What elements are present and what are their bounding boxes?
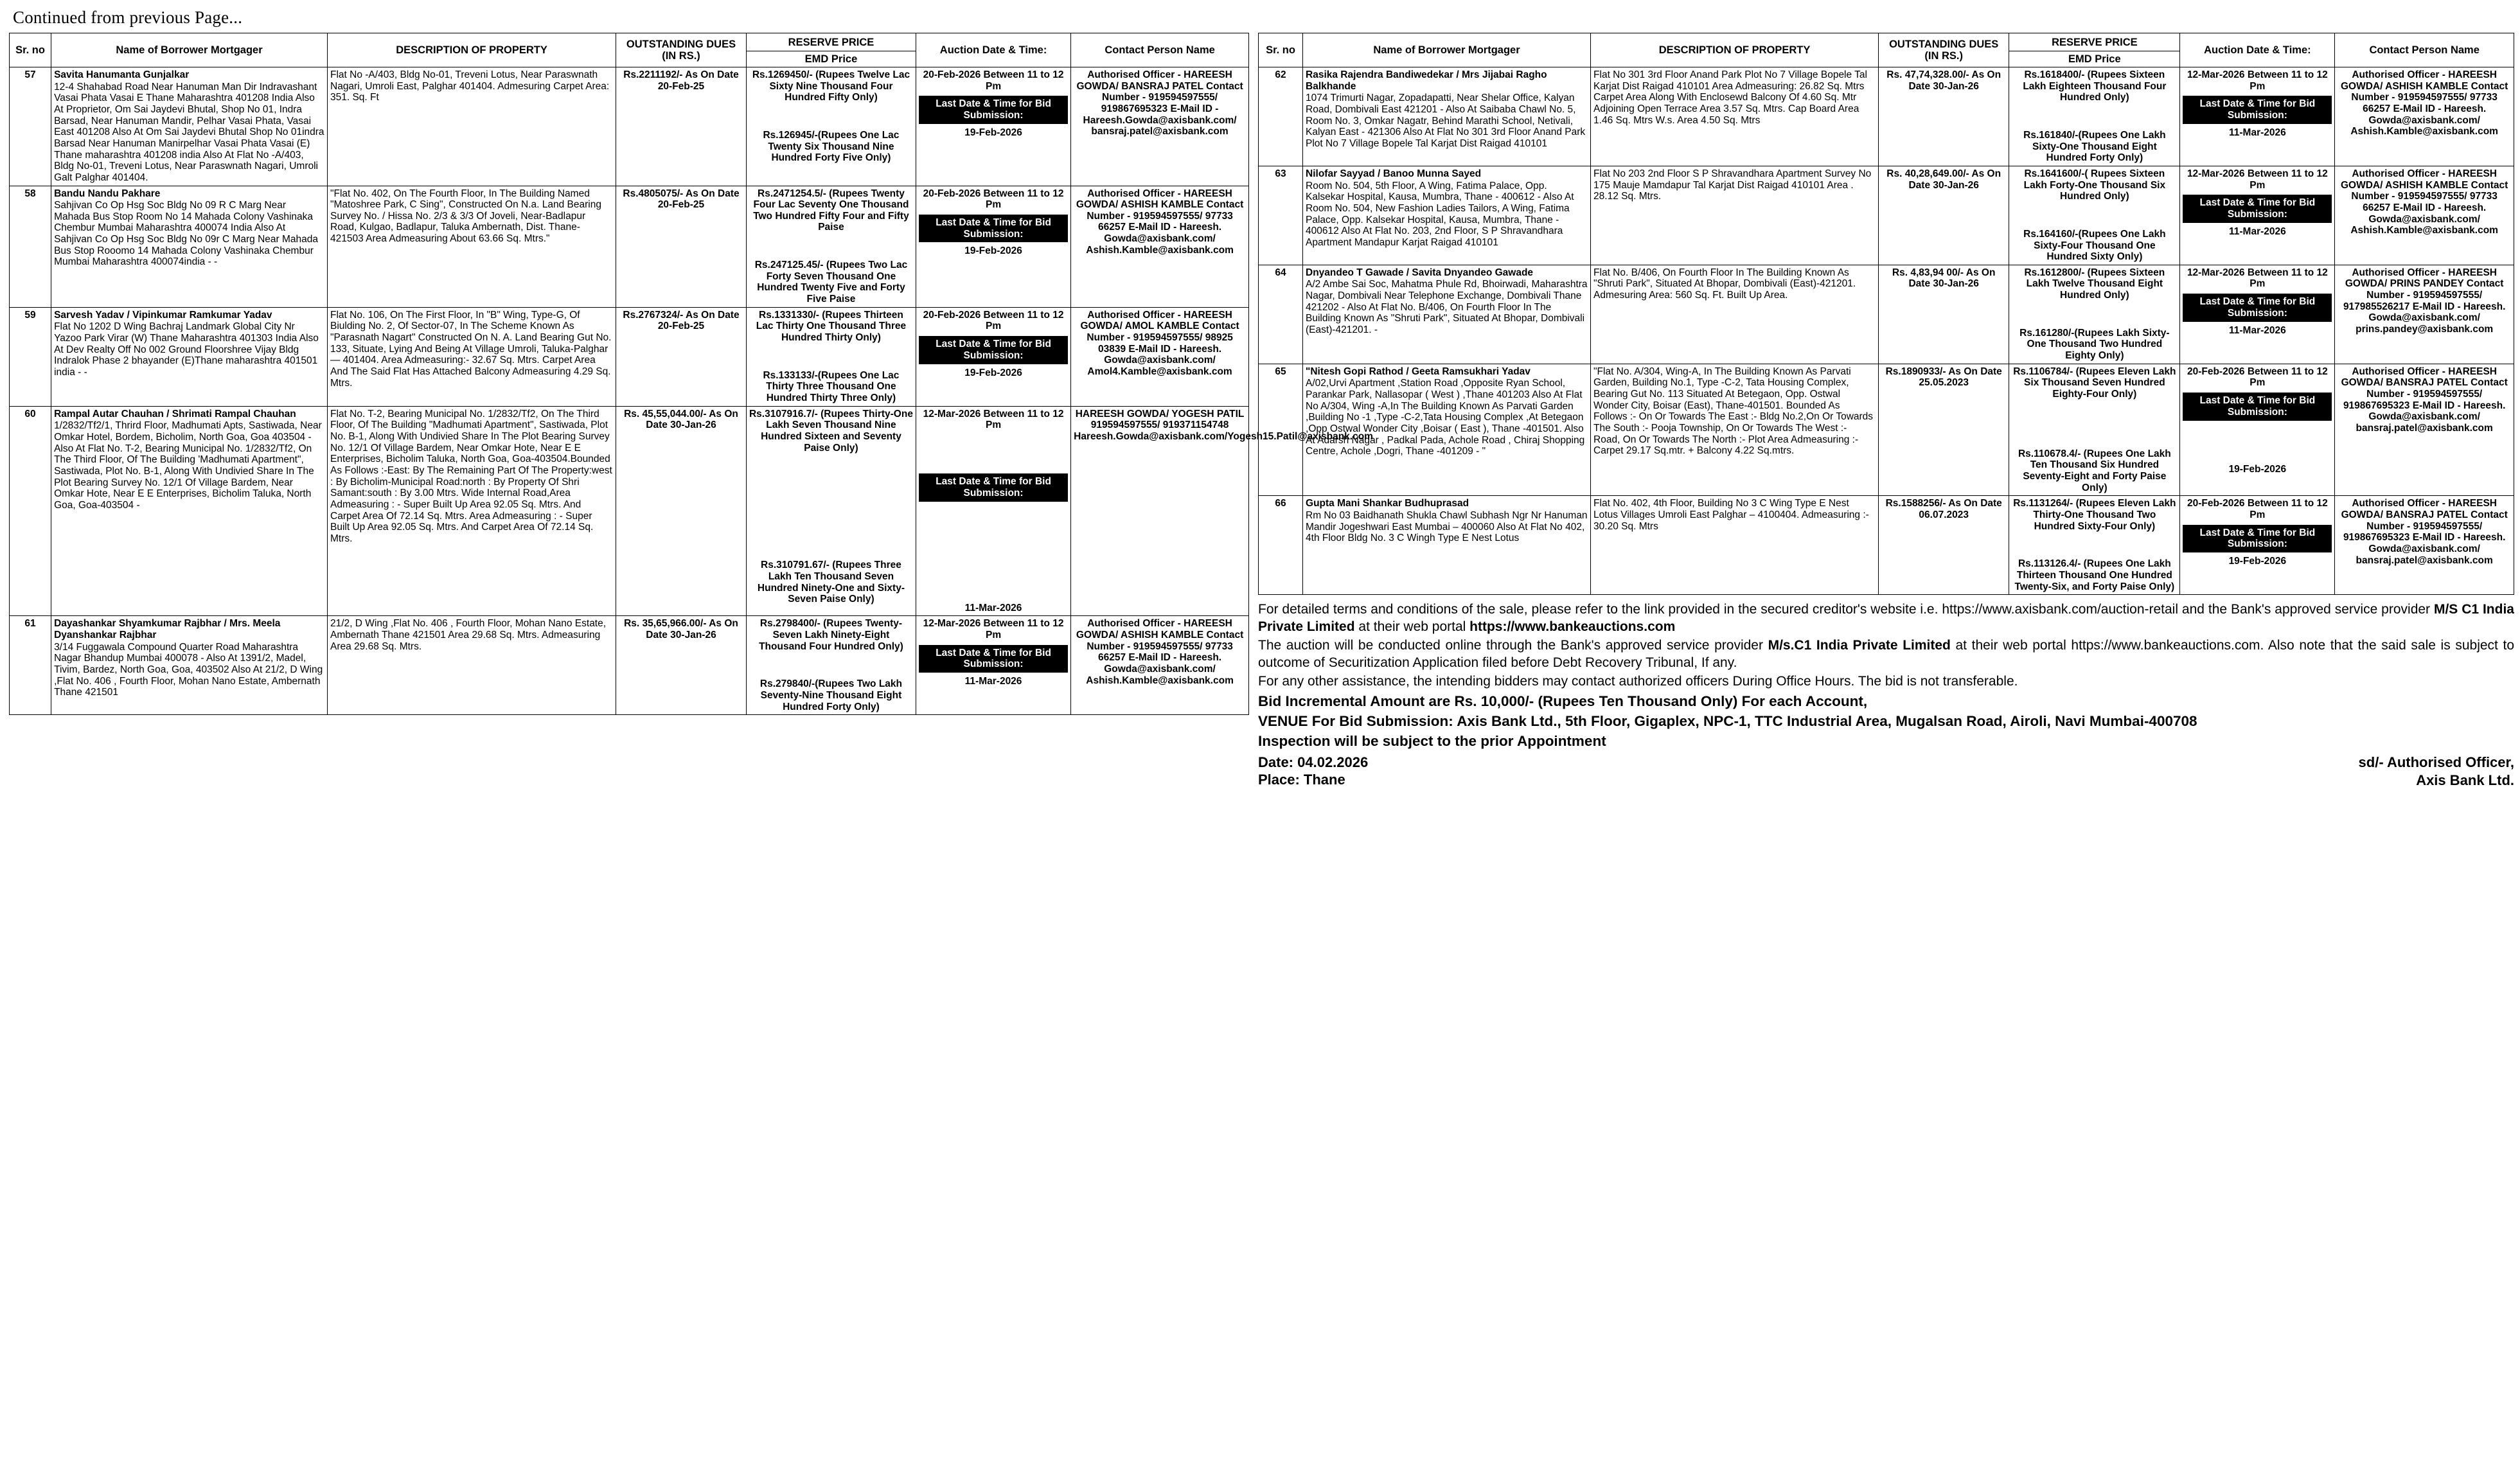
bid-submission-label: Last Date & Time for Bid Submission: bbox=[919, 96, 1068, 124]
cell-description: Flat No. 106, On The First Floor, In "B" Wing, Type-G, Of Biulding No. 2, Of Sector-07, In The Scheme Known As "Parasnath Nagart" Constructed On N. A. Land Bearing Gut No. 133, Situate, Lying And Being At Village Umroli, Taluka-Palghar — 401404. Area Admeasuring:- 32.67 Sq. Mtrs. Carpet Area And The Said Flat Has Attached Balcony Admeasuring 4.29 Sq. Mtrs. bbox=[328, 307, 616, 406]
auction-datetime: 20-Feb-2026 Between 11 to 12 Pm bbox=[2187, 366, 2328, 389]
header-srno: Sr. no bbox=[1259, 33, 1303, 67]
cell-reserve-price bbox=[746, 307, 916, 406]
cell-reserve-price bbox=[2009, 496, 2180, 595]
cell-dues: Rs. 47,74,328.00/- As On Date 30-Jan-26 bbox=[1879, 67, 2009, 166]
bid-submission-label: Last Date & Time for Bid Submission: bbox=[2183, 195, 2332, 223]
borrower-name: Sarvesh Yadav / Vipinkumar Ramkumar Yadav bbox=[54, 309, 272, 321]
terms-p1-a: For detailed terms and conditions of the sale, please refer to the link provided in the secured creditor's website i.e. https://www.axisbank.com/auction-retail and the Bank's approved service provider bbox=[1258, 602, 2434, 617]
cell-reserve-price bbox=[746, 67, 916, 186]
submission-date: 11-Mar-2026 bbox=[964, 676, 1022, 687]
cell-srno: 65 bbox=[1259, 364, 1303, 496]
cell-dues: Rs.2767324/- As On Date 20-Feb-25 bbox=[616, 307, 747, 406]
cell-contact: Authorised Officer - HAREESH GOWDA/ BANSRAJ PATEL Contact Number - 919594597555/ 919867695323 E-Mail ID - Hareesh. Gowda@axisbank.com/ bansraj.patel@axisbank.com bbox=[2335, 496, 2514, 595]
table-header-row bbox=[10, 33, 1249, 67]
auction-datetime: 12-Mar-2026 Between 11 to 12 Pm bbox=[923, 408, 1064, 431]
cell-auction-date bbox=[2180, 67, 2335, 166]
header-reserve-price-label: RESERVE PRICE bbox=[2052, 37, 2138, 48]
header-reserve-price-label: RESERVE PRICE bbox=[788, 37, 874, 48]
borrower-name: Savita Hanumanta Gunjalkar bbox=[54, 69, 190, 80]
table-row bbox=[10, 406, 1249, 616]
submission-date: 11-Mar-2026 bbox=[964, 602, 1022, 614]
bid-increment-line: Bid Incremental Amount are Rs. 10,000/- (Rupees Ten Thousand Only) For each Account, bbox=[1258, 693, 1868, 709]
reserve-price-value: Rs.1612800/- (Rupees Sixteen Lakh Twelve Thousand Eight Hundred Only) bbox=[2024, 267, 2165, 301]
header-description: DESCRIPTION OF PROPERTY bbox=[1591, 33, 1879, 67]
venue-line: VENUE For Bid Submission: Axis Bank Ltd., 5th Floor, Gigaplex, NPC-1, TTC Industrial Area, Mugalsan Road, Airoli, Navi Mumbai-400708 bbox=[1258, 712, 2197, 729]
bid-submission-label: Last Date & Time for Bid Submission: bbox=[2183, 96, 2332, 124]
cell-reserve-price bbox=[2009, 265, 2180, 364]
submission-date: 11-Mar-2026 bbox=[2228, 324, 2286, 336]
cell-srno: 59 bbox=[10, 307, 51, 406]
two-column-layout bbox=[9, 33, 2514, 790]
header-dues: OUTSTANDING DUES (IN RS.) bbox=[1879, 33, 2009, 67]
borrower-address: Flat No 1202 D Wing Bachraj Landmark Global City Nr Yazoo Park Virar (W) Thane Maharashtra 401303 India Also At Dev Realty Off No 002 Ground Floorshree Vijay Bldg Indralok Phase 2 bhayander (E)Thane maharashtra 401501 india - - bbox=[54, 321, 319, 378]
borrower-address: 12-4 Shahabad Road Near Hanuman Man Dir Indravashant Vasai Phata Vasai E Thane Maharashtra 401208 India Also At Proprietor, Om Sai Jaydevi Bhutal, Shop No 01, Indra Barsad, Near Hanuman Mandir, Pelhar Vasai Phata, Vasai East 401208 Also At Om Sai Jaydevi Bhutal Shop No 01indra Barsad Near Hanuman Manirpelhar Vasai Phata Vasai (E) Thane maharashtra 401208 india Also At Flat No -A/403, Bldg No-01, Treveni Lotus, Near Paraswnath Nagari, Umroli Galt Palghar 401404. bbox=[54, 81, 324, 183]
cell-contact: Authorised Officer - HAREESH GOWDA/ ASHISH KAMBLE Contact Number - 919594597555/ 97733 66257 E-Mail ID - Hareesh. Gowda@axisbank.com/ Ashish.Kamble@axisbank.com bbox=[1071, 186, 1249, 307]
emd-price-value: Rs.247125.45/- (Rupees Two Lac Forty Seven Thousand One Hundred Twenty Five and Forty Five Paise bbox=[754, 260, 908, 305]
spacer bbox=[749, 235, 913, 252]
cell-description: Flat No 203 2nd Floor S P Shravandhara Apartment Survey No 175 Mauje Mamdapur Tal Karjat Dist Raigad 410101 Area . 28.12 Sq. Mtrs. bbox=[1591, 166, 1879, 265]
cell-description: Flat No. 402, 4th Floor, Building No 3 C Wing Type E Nest Lotus Villages Umroli East Palghar – 4100404. Admeasuring :- 30.20 Sq. Mtrs bbox=[1591, 496, 1879, 595]
emd-price-value: Rs.110678.4/- (Rupees One Lakh Ten Thousand Six Hundred Seventy-Eight and Forty Paise Only) bbox=[2018, 448, 2171, 493]
cell-dues: Rs.4805075/- As On Date 20-Feb-25 bbox=[616, 186, 747, 307]
continued-note: Continued from previous Page... bbox=[13, 8, 243, 27]
service-provider-name-2: M/s.C1 India Private Limited bbox=[1768, 638, 1951, 653]
bid-submission-label: Last Date & Time for Bid Submission: bbox=[919, 336, 1068, 364]
borrower-name: "Nitesh Gopi Rathod / Geeta Ramsukhari Yadav bbox=[1306, 366, 1531, 377]
cell-srno: 58 bbox=[10, 186, 51, 307]
reserve-price-value: Rs.2471254.5/- (Rupees Twenty Four Lac Seventy One Thousand Two Hundred Fifty Four and Fifty Paise bbox=[753, 188, 909, 233]
auction-datetime: 20-Feb-2026 Between 11 to 12 Pm bbox=[923, 188, 1064, 211]
date-place-block bbox=[1258, 754, 1368, 790]
cell-borrower bbox=[51, 67, 328, 186]
emd-price-value: Rs.310791.67/- (Rupees Three Lakh Ten Thousand Seven Hundred Ninety-One and Sixty-Seven Paise Only) bbox=[757, 560, 905, 605]
cell-srno: 57 bbox=[10, 67, 51, 186]
cell-borrower bbox=[1303, 166, 1591, 265]
cell-dues: Rs.1890933/- As On Date 25.05.2023 bbox=[1879, 364, 2009, 496]
cell-contact: Authorised Officer - HAREESH GOWDA/ BANSRAJ PATEL Contact Number - 919594597555/ 919867695323 E-Mail ID - Hareesh.Gowda@axisbank.com/ bansraj.patel@axisbank.com bbox=[1071, 67, 1249, 186]
emd-price-value: Rs.126945/-(Rupees One Lac Twenty Six Thousand Nine Hundred Forty Five Only) bbox=[763, 129, 900, 164]
borrower-address: A/2 Ambe Sai Soc, Mahatma Phule Rd, Bhoirwadi, Maharashtra Nagar, Dombivali Near Telephone Exchange, Dombivali Thane 421202 - Also At Flat No. B/406, On Fourth Floor In The Building Known As "Shruti Park", Situated At Bhopar, Dombivali (East)-421201. - bbox=[1306, 279, 1588, 336]
cell-reserve-price bbox=[2009, 166, 2180, 265]
cell-auction-date bbox=[2180, 364, 2335, 496]
cell-contact: Authorised Officer - HAREESH GOWDA/ AMOL KAMBLE Contact Number - 919594597555/ 98925 03839 E-Mail ID - Hareesh. Gowda@axisbank.com/ Amol4.Kamble@axisbank.com bbox=[1071, 307, 1249, 406]
spacer bbox=[2012, 204, 2177, 221]
cell-contact: Authorised Officer - HAREESH GOWDA/ ASHISH KAMBLE Contact Number - 919594597555/ 97733 66257 E-Mail ID - Hareesh. Gowda@axisbank.com/ Ashish.Kamble@axisbank.com bbox=[2335, 166, 2514, 265]
bid-submission-label: Last Date & Time for Bid Submission: bbox=[2183, 525, 2332, 553]
borrower-address: 1/2832/Tf2/1, Thrird Floor, Madhumati Apts, Sastiwada, Near Omkar Hotel, Bordem, Bicholim, North Goa, Goa 403504 - Also At Flat No. T-2, Bearing Municipal No. 1/2832/Tf2, On The Third Floor, Of The Building 'Madhumati Apartment", Sastiwada, Plot No. B-1, Along With Undivied Share In The Plot Bearing Survey No. 12/1 Of Village Bardem, Near Omkar Hote, Near E E Enterprises, Bicholim Taluka, North Goa, Goa-403504 - bbox=[54, 420, 322, 511]
header-srno: Sr. no bbox=[10, 33, 51, 67]
borrower-name: Dnyandeo T Gawade / Savita Dnyandeo Gawade bbox=[1306, 267, 1534, 278]
cell-dues: Rs.2211192/- As On Date 20-Feb-25 bbox=[616, 67, 747, 186]
bid-submission-label: Last Date & Time for Bid Submission: bbox=[919, 473, 1068, 502]
submission-date: 11-Mar-2026 bbox=[2228, 225, 2286, 237]
cell-auction-date bbox=[2180, 496, 2335, 595]
cell-borrower bbox=[1303, 496, 1591, 595]
auction-datetime: 20-Feb-2026 Between 11 to 12 Pm bbox=[923, 309, 1064, 332]
signature-row bbox=[1258, 754, 2514, 790]
cell-contact: Authorised Officer - HAREESH GOWDA/ ASHISH KAMBLE Contact Number - 919594597555/ 97733 66257 E-Mail ID - Hareesh. Gowda@axisbank.com/ Ashish.Kamble@axisbank.com bbox=[1071, 616, 1249, 715]
table-row bbox=[10, 186, 1249, 307]
bid-submission-label: Last Date & Time for Bid Submission: bbox=[919, 215, 1068, 243]
bid-submission-label: Last Date & Time for Bid Submission: bbox=[2183, 294, 2332, 322]
borrower-name: Nilofar Sayyad / Banoo Munna Sayed bbox=[1306, 168, 1482, 179]
emd-price-value: Rs.113126.4/- (Rupees One Lakh Thirteen Thousand One Hundred Twenty-Six, and Forty Paise Only) bbox=[2014, 558, 2175, 592]
cell-dues: Rs.1588256/- As On Date 06.07.2023 bbox=[1879, 496, 2009, 595]
borrower-name: Gupta Mani Shankar Budhuprasad bbox=[1306, 498, 1469, 509]
table-row bbox=[1259, 364, 2514, 496]
header-reserve-price bbox=[2009, 33, 2180, 67]
terms-paragraph-3: For any other assistance, the intending bidders may contact authorized officers During Office Hours. The bid is not transferable. bbox=[1258, 674, 2018, 689]
header-dues: OUTSTANDING DUES (IN RS.) bbox=[616, 33, 747, 67]
spacer bbox=[919, 505, 1068, 601]
borrower-name: Rasika Rajendra Bandiwedekar / Mrs Jijabai Ragho Balkhande bbox=[1306, 69, 1547, 92]
signature-line-2: Axis Bank Ltd. bbox=[2416, 772, 2514, 789]
emd-price-value: Rs.133133/-(Rupees One Lac Thirty Three Thousand One Hundred Thirty Three Only) bbox=[763, 369, 900, 404]
borrower-address: Room No. 504, 5th Floor, A Wing, Fatima Palace, Opp. Kalsekar Hospital, Kausa, Mumbra, Thane - 400612 - Also At Room No. 504, New Fashion Ladies Tailors, A Wing, Fatima Palace, Opp. Kalsekar Hospital, Kausa, Mumbra, Thane - 400612 Also At Flat No. 203, 2nd Floor, S P Shravandhara Apartment Mandapur Karjat Raigad 410101 bbox=[1306, 180, 1574, 248]
borrower-address: Rm No 03 Baidhanath Shukla Chawl Subhash Ngr Nr Hanuman Mandir Jogeshwari East Mumbai – 400060 Also At Flat No 402, 4th Floor Bldg No. 3 C Wingh Type E Nest Lotus bbox=[1306, 510, 1588, 544]
emd-price-value: Rs.279840/-(Rupees Two Lakh Seventy-Nine Thousand Eight Hundred Forty Only) bbox=[759, 678, 903, 712]
header-borrower: Name of Borrower Mortgager bbox=[1303, 33, 1591, 67]
cell-reserve-price bbox=[746, 406, 916, 616]
reserve-price-value: Rs.1618400/- (Rupees Sixteen Lakh Eighteen Thousand Four Hundred Only) bbox=[2023, 69, 2167, 103]
table-row bbox=[1259, 496, 2514, 595]
cell-borrower bbox=[51, 307, 328, 406]
cell-description: "Flat No. A/304, Wing-A, In The Building Known As Parvati Garden, Building No.1, Type -C-2, Tata Housing Complex, Bearing Gut No. 113 Situated At Betegaon, Opp. Ostwal Wonder City, Boisar (East), Thane-401501. Bounded As Follows :- On Or Towards The East :- Bldg No.2,On Or Towards The South :- Pooja Township, On Or Towards The West :- Road, On Or Towards The North :- Plot Area Admeasuring :- Carpet 29.17 Sq.mtr. + Balcony 4.22 Sq.mtrs. bbox=[1591, 364, 1879, 496]
cell-reserve-price bbox=[746, 186, 916, 307]
auction-datetime: 12-Mar-2026 Between 11 to 12 Pm bbox=[2187, 168, 2328, 191]
terms-paragraph-1 bbox=[1258, 601, 2514, 635]
cell-borrower bbox=[51, 406, 328, 616]
header-borrower: Name of Borrower Mortgager bbox=[51, 33, 328, 67]
cell-dues: Rs. 35,65,966.00/- As On Date 30-Jan-26 bbox=[616, 616, 747, 715]
header-contact: Contact Person Name bbox=[1071, 33, 1249, 67]
spacer bbox=[2012, 534, 2177, 551]
cell-borrower bbox=[1303, 364, 1591, 496]
cell-srno: 62 bbox=[1259, 67, 1303, 166]
header-contact: Contact Person Name bbox=[2335, 33, 2514, 67]
cell-borrower bbox=[51, 616, 328, 715]
auction-datetime: 20-Feb-2026 Between 11 to 12 Pm bbox=[2187, 498, 2328, 520]
spacer bbox=[2012, 105, 2177, 122]
borrower-address: Sahjivan Co Op Hsg Soc Bldg No 09 R C Marg Near Mahada Bus Stop Room No 14 Mahada Colony Vashinaka Chembur Mumbai Maharashtra 400074 India Also At Sahjivan Co Op Hsg Soc Bldg No 09r C Marg Near Mahada Bus Stop Rooomo 14 Mahada Colony Vashinaka Chembur Mumbai Maharashtra 400074india - - bbox=[54, 200, 319, 268]
cell-contact: HAREESH GOWDA/ YOGESH PATIL 919594597555/ 919371154748 Hareesh.Gowda@axisbank.com/Yogesh15.Patil@axisbank.com bbox=[1071, 406, 1249, 616]
spacer bbox=[749, 654, 913, 671]
submission-date: 19-Feb-2026 bbox=[964, 367, 1022, 378]
cell-contact: Authorised Officer - HAREESH GOWDA/ BANSRAJ PATEL Contact Number - 919594597555/ 919867695323 E-Mail ID - Hareesh. Gowda@axisbank.com/ bansraj.patel@axisbank.com bbox=[2335, 364, 2514, 496]
reserve-price-value: Rs.1331330/- (Rupees Thirteen Lac Thirty One Thousand Three Hundred Thirty Only) bbox=[756, 309, 907, 344]
header-description: DESCRIPTION OF PROPERTY bbox=[328, 33, 616, 67]
cell-auction-date bbox=[2180, 265, 2335, 364]
cell-contact: Authorised Officer - HAREESH GOWDA/ ASHISH KAMBLE Contact Number - 919594597555/ 97733 66257 E-Mail ID - Hareesh. Gowda@axisbank.com/ Ashish.Kamble@axisbank.com bbox=[2335, 67, 2514, 166]
submission-date: 19-Feb-2026 bbox=[2228, 556, 2287, 567]
borrower-address: 3/14 Fuggawala Compound Quarter Road Maharashtra Nagar Bhandup Mumbai 400078 - Also At 1391/2, Madel, Tivim, Bardez, North Goa, Goa, 403502 Also At 21/2, D Wing ,Flat No. 406 , Fourth Floor, Mohan Nano Estate, Ambernath Thane 421501 bbox=[54, 641, 323, 698]
cell-srno: 64 bbox=[1259, 265, 1303, 364]
table-body-right bbox=[1259, 67, 2514, 594]
table-header-row bbox=[1259, 33, 2514, 67]
cell-description: 21/2, D Wing ,Flat No. 406 , Fourth Floor, Mohan Nano Estate, Ambernath Thane 421501 Area 29.68 Sq. Mtrs. Admeasuring Area 29.68 Sq. Mtrs. bbox=[328, 616, 616, 715]
cell-srno: 63 bbox=[1259, 166, 1303, 265]
cell-auction-date bbox=[916, 307, 1071, 406]
table-head-right bbox=[1259, 33, 2514, 67]
cell-srno: 60 bbox=[10, 406, 51, 616]
submission-date: 11-Mar-2026 bbox=[2228, 127, 2286, 138]
submission-date: 19-Feb-2026 bbox=[964, 127, 1022, 138]
borrower-name: Bandu Nandu Pakhare bbox=[54, 188, 161, 199]
reserve-price-value: Rs.1269450/- (Rupees Twelve Lac Sixty Nine Thousand Four Hundred Fifty Only) bbox=[752, 69, 910, 103]
header-reserve-price bbox=[746, 33, 916, 67]
cell-auction-date bbox=[916, 616, 1071, 715]
bid-submission-label: Last Date & Time for Bid Submission: bbox=[919, 645, 1068, 673]
cell-dues: Rs. 40,28,649.00/- As On Date 30-Jan-26 bbox=[1879, 166, 2009, 265]
header-auction-date: Auction Date & Time: bbox=[2180, 33, 2335, 67]
spacer bbox=[919, 431, 1068, 470]
header-auction-date: Auction Date & Time: bbox=[916, 33, 1071, 67]
table-row bbox=[1259, 166, 2514, 265]
notice-date: Date: 04.02.2026 bbox=[1258, 754, 1369, 770]
notice-place: Place: Thane bbox=[1258, 772, 1345, 788]
borrower-name: Rampal Autar Chauhan / Shrimati Rampal Chauhan bbox=[54, 408, 296, 419]
cell-borrower bbox=[1303, 265, 1591, 364]
cell-auction-date bbox=[916, 186, 1071, 307]
borrower-address: A/02,Urvi Apartment ,Station Road ,Opposite Ryan School, Parankar Park, Nallasopar ( West ) ,Thane 401203 Also At Flat No A/304, Wing -A,In The Building Known As Parvati Garden ,Building No -1 ,Type -C-2,Tata Housing Complex ,At Betegaon ,Opp Ostwal Wonder City ,Boisar ( East ), Thane -401501. Also At Adarsh Nagar , Padkal Pada, Achole Road , Chiraj Shopping Centre, Achole ,Dogri, Thane -401209 - " bbox=[1306, 378, 1585, 457]
terms-p2-c: at their web portal https://www.bankeauctions.com. Also note that the said sale is subject to outcome of Securitization Application filed before Debt Recovery Tribunal, If any. bbox=[1258, 638, 2515, 670]
reserve-price-value: Rs.1131264/- (Rupees Eleven Lakh Thirty-One Thousand Two Hundred Sixty-Four Only) bbox=[2013, 498, 2176, 532]
cell-auction-date bbox=[916, 406, 1071, 616]
table-row bbox=[10, 616, 1249, 715]
authorised-officer-block bbox=[2359, 754, 2514, 790]
cell-dues: Rs. 45,55,044.00/- As On Date 30-Jan-26 bbox=[616, 406, 747, 616]
cell-borrower bbox=[1303, 67, 1591, 166]
table-head-left bbox=[10, 33, 1249, 67]
spacer bbox=[749, 455, 913, 552]
cell-description: Flat No. T-2, Bearing Municipal No. 1/2832/Tf2, On The Third Floor, Of The Building "Madhumati Apartment", Sastiwada, Plot No. B-1, Along With Undivied Share In The Plot Bearing Survey No. 12/1 Of Village Bardem, Near Omkar Hote, Near E E Enterprises, Bicholim Taluka, North Goa, Goa-403504.Bounded As Follows :-East: By The Remaining Part Of The Property:west : By Bicholim-Municipal Road:north : By Property Of Shri Samant:south : By 3.00 Mtrs. Wide Internal Road,Area Admeasuring : - Super Built Up Area 92.05 Sq. Mtrs. And Carpet Area Of 72.14 Sq. Mtrs. Area Admeasuring : - Super Built Up Area 92.05 Sq. Mtrs. And Carpet Area Of 72.14 Sq. Mtrs. bbox=[328, 406, 616, 616]
terms-p2-a: The auction will be conducted online through the Bank's approved service provider bbox=[1258, 638, 1768, 653]
cell-reserve-price bbox=[746, 616, 916, 715]
inspection-line: Inspection will be subject to the prior Appointment bbox=[1258, 733, 1606, 750]
header-emd-price: EMD Price bbox=[2009, 51, 2179, 66]
cell-description: Flat No. B/406, On Fourth Floor In The Building Known As "Shruti Park", Situated At Bhopar, Dombivali (East)-421201. Admesuring Area: 560 Sq. Ft. Built Up Area. bbox=[1591, 265, 1879, 364]
cell-reserve-price bbox=[2009, 364, 2180, 496]
cell-description: "Flat No. 402, On The Fourth Floor, In The Building Named "Matoshree Park, C Sing", Constructed On N.a. Land Bearing Survey No. / Hissa No. 2/3 & 3/3 Of Joveli, Near-Badlapur Road, Kulgao, Badlapur, Taluka Ambernath, Dist. Thane-421503 Area Admeasuring About 63.66 Sq. Mtrs." bbox=[328, 186, 616, 307]
auction-table-right bbox=[1258, 33, 2514, 595]
cell-srno: 61 bbox=[10, 616, 51, 715]
cell-auction-date bbox=[2180, 166, 2335, 265]
bid-submission-label: Last Date & Time for Bid Submission: bbox=[2183, 393, 2332, 421]
reserve-price-value: Rs.1106784/- (Rupees Eleven Lakh Six Thousand Seven Hundred Eighty-Four Only) bbox=[2013, 366, 2176, 400]
service-provider-name: M/S C1 India Private Limited bbox=[1258, 602, 2514, 634]
terms-p1-c: at their web portal bbox=[1354, 619, 1470, 634]
spacer bbox=[749, 346, 913, 362]
reserve-price-value: Rs.1641600/-( Rupees Sixteen Lakh Forty-One Thousand Six Hundred Only) bbox=[2023, 168, 2166, 202]
footer-terms bbox=[1258, 601, 2514, 790]
table-row bbox=[1259, 67, 2514, 166]
borrower-name: Dayashankar Shyamkumar Rajbhar / Mrs. Meela Dyanshankar Rajbhar bbox=[54, 618, 281, 640]
auction-datetime: 12-Mar-2026 Between 11 to 12 Pm bbox=[923, 618, 1064, 640]
spacer bbox=[2183, 424, 2332, 463]
cell-description: Flat No -A/403, Bldg No-01, Treveni Lotus, Near Paraswnath Nagari, Umroli East, Palghar 401404. Admesuring Carpet Area: 351. Sq. Ft bbox=[328, 67, 616, 186]
spacer bbox=[749, 105, 913, 122]
auction-datetime: 20-Feb-2026 Between 11 to 12 Pm bbox=[923, 69, 1064, 92]
table-row bbox=[10, 67, 1249, 186]
emd-price-value: Rs.161840/-(Rupees One Lakh Sixty-One Thousand Eight Hundred Forty Only) bbox=[2023, 129, 2166, 164]
portal-link[interactable]: https://www.bankeauctions.com bbox=[1469, 619, 1676, 634]
right-column bbox=[1258, 33, 2514, 790]
auction-datetime: 12-Mar-2026 Between 11 to 12 Pm bbox=[2187, 69, 2328, 92]
cell-dues: Rs. 4,83,94 00/- As On Date 30-Jan-26 bbox=[1879, 265, 2009, 364]
reserve-price-value: Rs.3107916.7/- (Rupees Thirty-One Lakh Seven Thousand Nine Hundred Sixteen and Seventy Paise Only) bbox=[749, 408, 913, 454]
cell-srno: 66 bbox=[1259, 496, 1303, 595]
cell-description: Flat No 301 3rd Floor Anand Park Plot No 7 Village Bopele Tal Karjat Dist Raigad 410101 Area Admeasuring: 26.82 Sq. Mtrs Carpet Area Along With Enclosewd Balcony Of 4.60 Sq. Mtr Adjoining Open Terrace Area 3.57 Sq. Mtrs. Cap Board Area 1.46 Sq. Mtrs W.s. Area 4.50 Sq. Mtrs bbox=[1591, 67, 1879, 166]
emd-price-value: Rs.164160/-(Rupees One Lakh Sixty-Four Thousand One Hundred Sixty Only) bbox=[2023, 228, 2166, 263]
table-row bbox=[10, 307, 1249, 406]
cell-auction-date bbox=[916, 67, 1071, 186]
cell-reserve-price bbox=[2009, 67, 2180, 166]
cell-contact: Authorised Officer - HAREESH GOWDA/ PRINS PANDEY Contact Number - 919594597555/ 917985526217 E-Mail ID - Hareesh. Gowda@axisbank.com/ prins.pandey@axisbank.com bbox=[2335, 265, 2514, 364]
submission-date: 19-Feb-2026 bbox=[964, 245, 1022, 257]
terms-paragraph-2 bbox=[1258, 637, 2514, 671]
table-row bbox=[1259, 265, 2514, 364]
spacer bbox=[2012, 303, 2177, 320]
cell-borrower bbox=[51, 186, 328, 307]
auction-datetime: 12-Mar-2026 Between 11 to 12 Pm bbox=[2187, 267, 2328, 290]
borrower-address: 1074 Trimurti Nagar, Zopadapatti, Near Shelar Office, Kalyan Road, Dombivali East 421201 - Also At Saibaba Chawl No. 5, Room No. 3, Omkar Nagatr, Behind Marathi School, Netivali, Kalyan East - 421306 Also At Flat No 301 3rd Floor Anand Park Plot No 7 Village Bopele Tal Karjat Dist Raigad 410101 bbox=[1306, 93, 1586, 149]
header-emd-price: EMD Price bbox=[747, 51, 916, 66]
emd-price-value: Rs.161280/-(Rupees Lakh Sixty-One Thousand Two Hundred Eighty Only) bbox=[2019, 327, 2170, 362]
spacer bbox=[2012, 402, 2177, 441]
submission-date: 19-Feb-2026 bbox=[2228, 463, 2287, 475]
reserve-price-value: Rs.2798400/- (Rupees Twenty-Seven Lakh Ninety-Eight Thousand Four Hundred Only) bbox=[759, 618, 903, 652]
signature-line-1: sd/- Authorised Officer, bbox=[2358, 754, 2514, 770]
